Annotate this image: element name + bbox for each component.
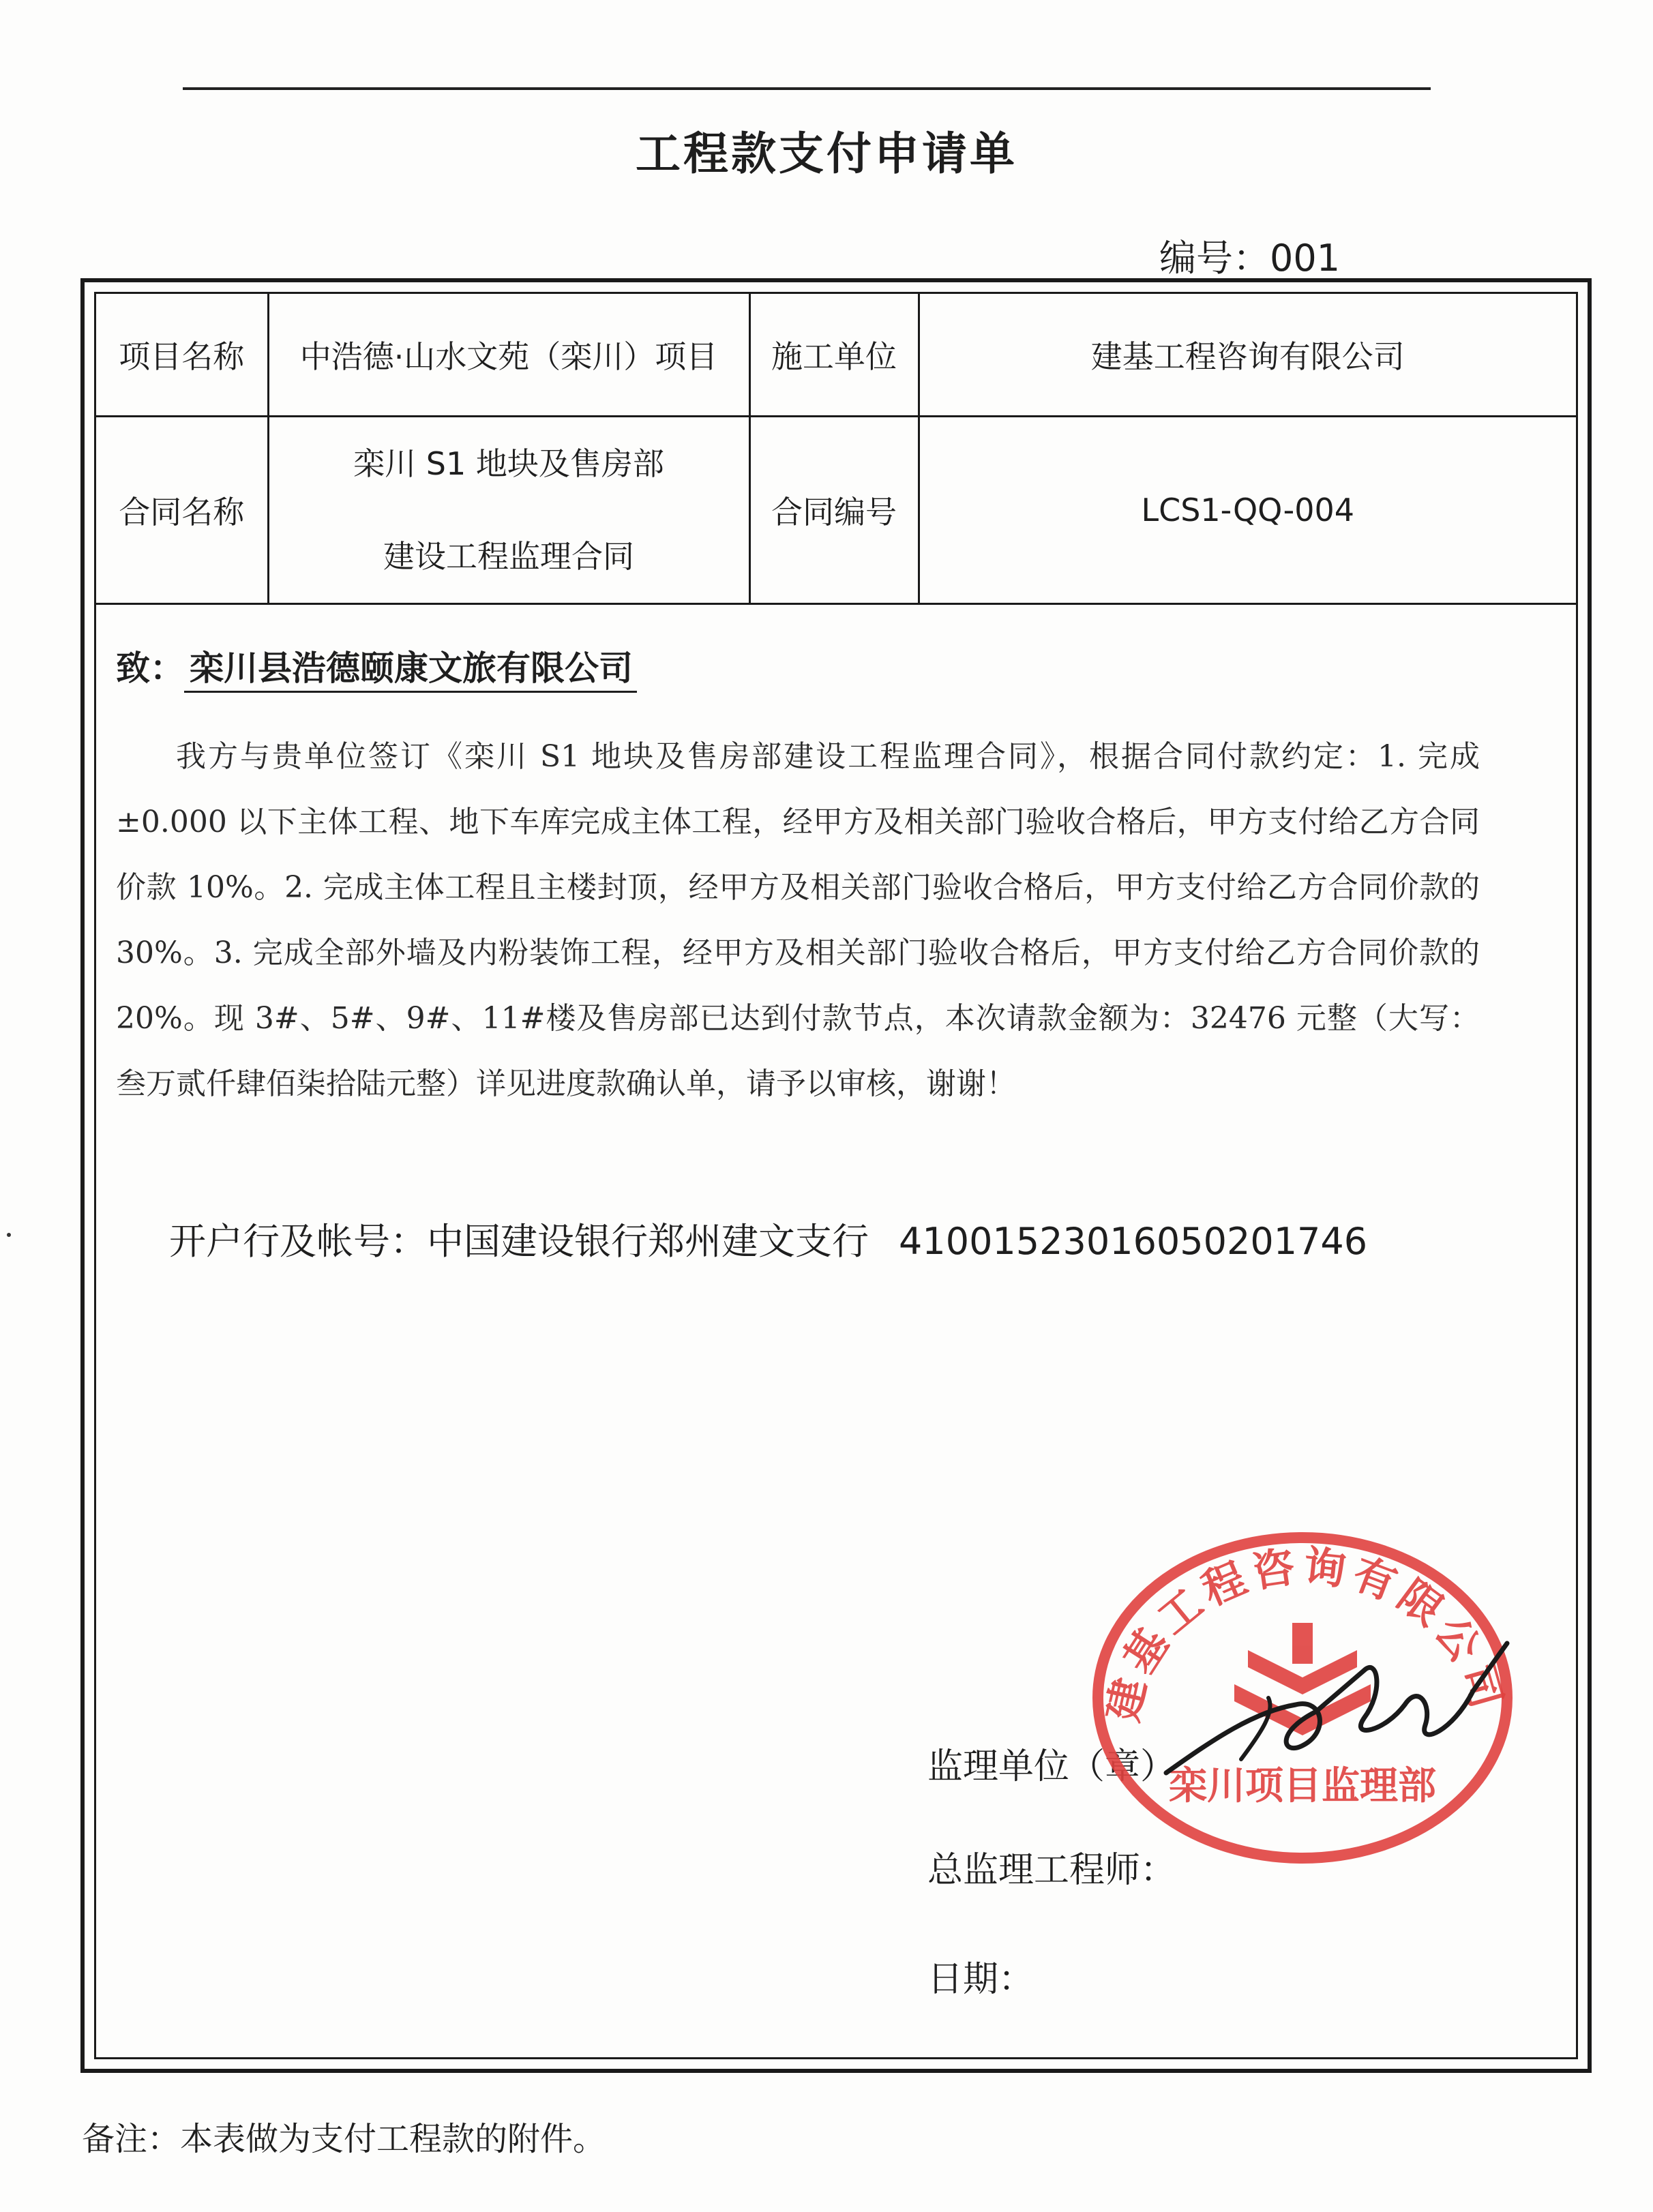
contract-no-label: 合同编号 xyxy=(749,417,919,604)
addressee-name: 栾川县浩德颐康文旅有限公司 xyxy=(184,648,637,693)
contract-no-value: LCS1-QQ-004 xyxy=(919,417,1576,604)
chief-engineer-label: 总监理工程师： xyxy=(927,1850,1176,1891)
remark-note: 备注：本表做为支付工程款的附件。 xyxy=(82,2120,606,2158)
project-name-label: 项目名称 xyxy=(96,294,268,417)
supervision-unit-label: 监理单位（章） xyxy=(927,1746,1176,1787)
info-table xyxy=(96,294,1576,605)
contract-name-label: 合同名称 xyxy=(96,417,268,604)
svg-text:栾川项目监理部: 栾川项目监理部 xyxy=(1169,1764,1436,1808)
svg-text:建基工程咨询有限公司: 建基工程咨询有限公司 xyxy=(1097,1540,1513,1727)
date-label: 日期： xyxy=(927,1959,1034,2000)
scan-speck xyxy=(7,1233,11,1237)
addressee-prefix: 致： xyxy=(116,648,184,688)
bank-account-number: 41001523016050201746 xyxy=(899,1220,1368,1263)
addressee-line xyxy=(116,641,637,690)
bank-label: 开户行及帐号：中国建设银行郑州建文支行 xyxy=(169,1220,869,1263)
contract-name-value xyxy=(268,417,749,604)
page-title: 工程款支付申请单 xyxy=(636,128,1017,180)
request-body-text: 我方与贵单位签订《栾川 S1 地块及售房部建设工程监理合同》，根据合同付款约定：1. 完成±0.000 以下主体工程、地下车库完成主体工程，经甲方及相关部门验收合格后，甲方支付给乙方合同价款 10%。2. 完成主体工程且主楼封顶，经甲方及相关部门验收合格后，甲方支付给乙方合同价款的 30%。3. 完成全部外墙及内粉装饰工程，经甲方及相关部门验收合格后，甲方支付给乙方合同价款的 20%。现 3#、5#、9#、11#楼及售房部已达到付款节点，本次请款金额为：32476 元整（大写：叁万贰仟肆佰柒拾陆元整）详见进度款确认单，请予以审核，谢谢！ xyxy=(116,739,1480,1101)
project-name-value: 中浩德·山水文苑（栾川）项目 xyxy=(268,294,749,417)
contractor-label: 施工单位 xyxy=(749,294,919,417)
bank-account-line xyxy=(169,1212,1367,1265)
table-row xyxy=(96,417,1576,604)
document-number: 编号：001 xyxy=(1159,237,1341,280)
contractor-value: 建基工程咨询有限公司 xyxy=(919,294,1576,417)
contract-name-line-1: 栾川 S1 地块及售房部 xyxy=(353,445,664,482)
top-rule xyxy=(183,87,1431,90)
handwritten-signature xyxy=(1159,1630,1514,1793)
contract-name-line-2: 建设工程监理合同 xyxy=(383,538,634,575)
table-row xyxy=(96,294,1576,417)
